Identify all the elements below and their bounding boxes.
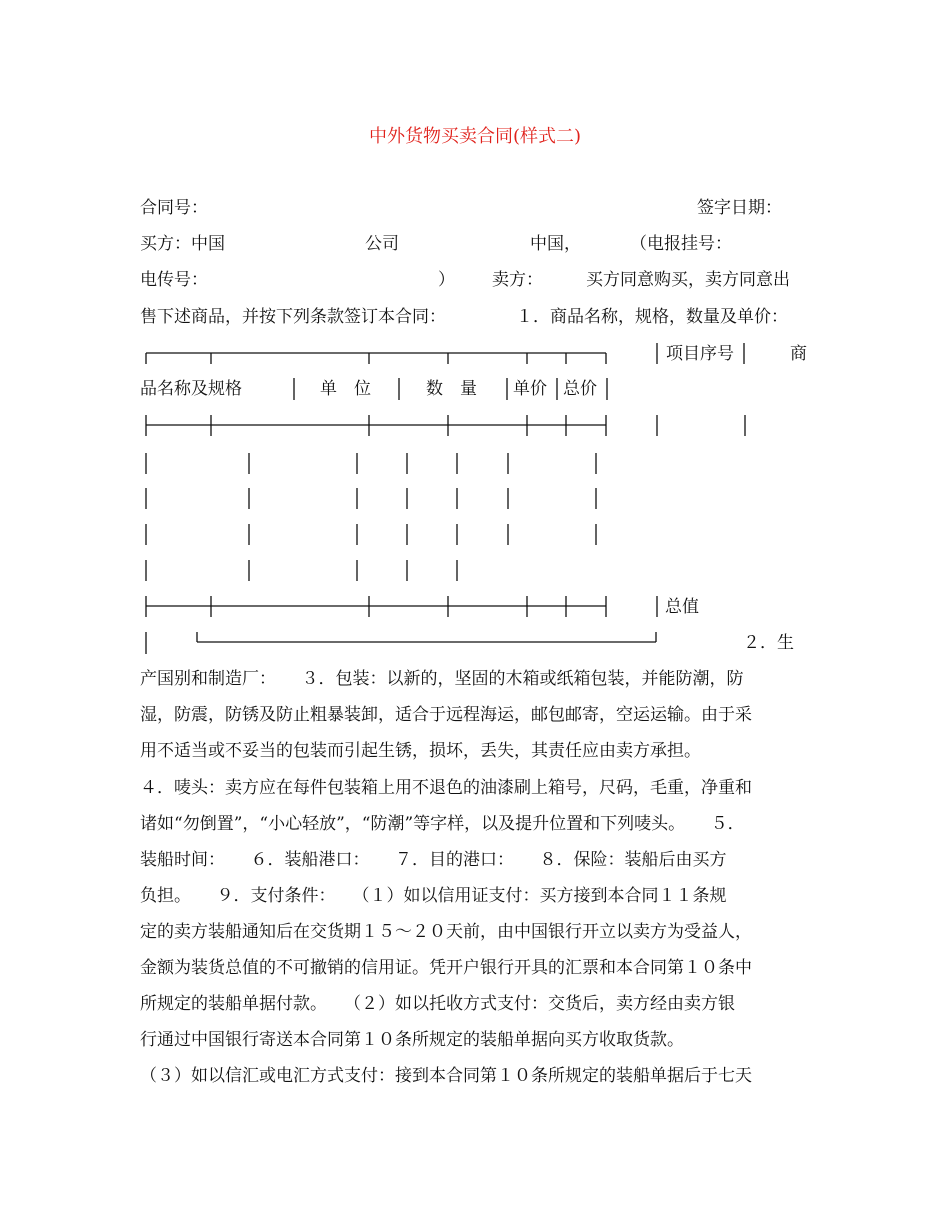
- agreement-text-1: 买方同意购买，卖方同意出: [586, 270, 790, 290]
- body-line: 用不适当或不妥当的包装而引起生锈，损坏，丢失，其责任应由卖方承担。: [140, 741, 701, 761]
- body-line: （３）如以信汇或电汇方式支付：接到本合同第１０条所规定的装船单据后于七天: [140, 1066, 752, 1086]
- seller-label: 卖方：: [492, 270, 543, 290]
- buyer-company: 公司: [365, 234, 399, 254]
- body-line: 装船时间： ６．装船港口： ７．目的港口： ８．保险：装船后由买方: [140, 850, 727, 870]
- item1-heading: １．商品名称，规格，数量及单价：: [516, 307, 788, 327]
- col-price-header: 单价: [513, 379, 547, 399]
- agreement-text-2: 售下述商品，并按下列条款签订本合同：: [140, 307, 446, 327]
- col-unit-header: 单 位: [320, 379, 371, 399]
- sign-date-label: 签字日期：: [697, 198, 782, 218]
- body-line: 行通过中国银行寄送本合同第１０条所规定的装船单据向买方收取货款。: [140, 1030, 684, 1050]
- body-line: 负担。 ９．支付条件： （１）如以信用证支付：买方接到本合同１１条规: [140, 886, 727, 906]
- col-total-header: 总价: [563, 379, 597, 399]
- col-name-header-part1: 商: [790, 344, 807, 364]
- buyer-label: 买方：中国: [140, 234, 225, 254]
- col-qty-header: 数 量: [426, 379, 477, 399]
- item2-heading: ２．生: [743, 633, 794, 653]
- col-seq-header: 项目序号: [666, 344, 734, 364]
- country-china: 中国，: [530, 234, 581, 254]
- telegraph-label: （电报挂号：: [630, 234, 732, 254]
- body-line: 定的卖方装船通知后在交货期１５～２０天前，由中国银行开立以卖方为受益人，: [140, 922, 752, 942]
- body-line: 金额为装货总值的不可撤销的信用证。凭开户银行开具的汇票和本合同第１０条中: [140, 958, 752, 978]
- body-line: ４．唛头：卖方应在每件包装箱上用不退色的油漆刷上箱号，尺码，毛重，净重和: [140, 778, 752, 798]
- body-line: 湿，防震，防锈及防止粗暴装卸，适合于远程海运，邮包邮寄，空运运输。由于采: [140, 705, 752, 725]
- contract-number-label: 合同号：: [140, 198, 208, 218]
- document-title: 中外货物买卖合同(样式二): [368, 126, 582, 147]
- body-line: 诸如“勿倒置”，“小心轻放”，“防潮”等字样，以及提升位置和下列唛头。 ５．: [140, 814, 745, 834]
- close-paren: ）: [438, 270, 455, 290]
- body-line: 所规定的装船单据付款。 （２）如以托收方式支付：交货后，卖方经由卖方银: [140, 994, 735, 1014]
- telex-label: 电传号：: [140, 270, 208, 290]
- total-value-label: 总值: [665, 597, 699, 617]
- col-name-header-part2: 品名称及规格: [140, 379, 242, 399]
- body-line: 产国别和制造厂： ３．包装：以新的，坚固的木箱或纸箱包装，并能防潮，防: [140, 669, 744, 689]
